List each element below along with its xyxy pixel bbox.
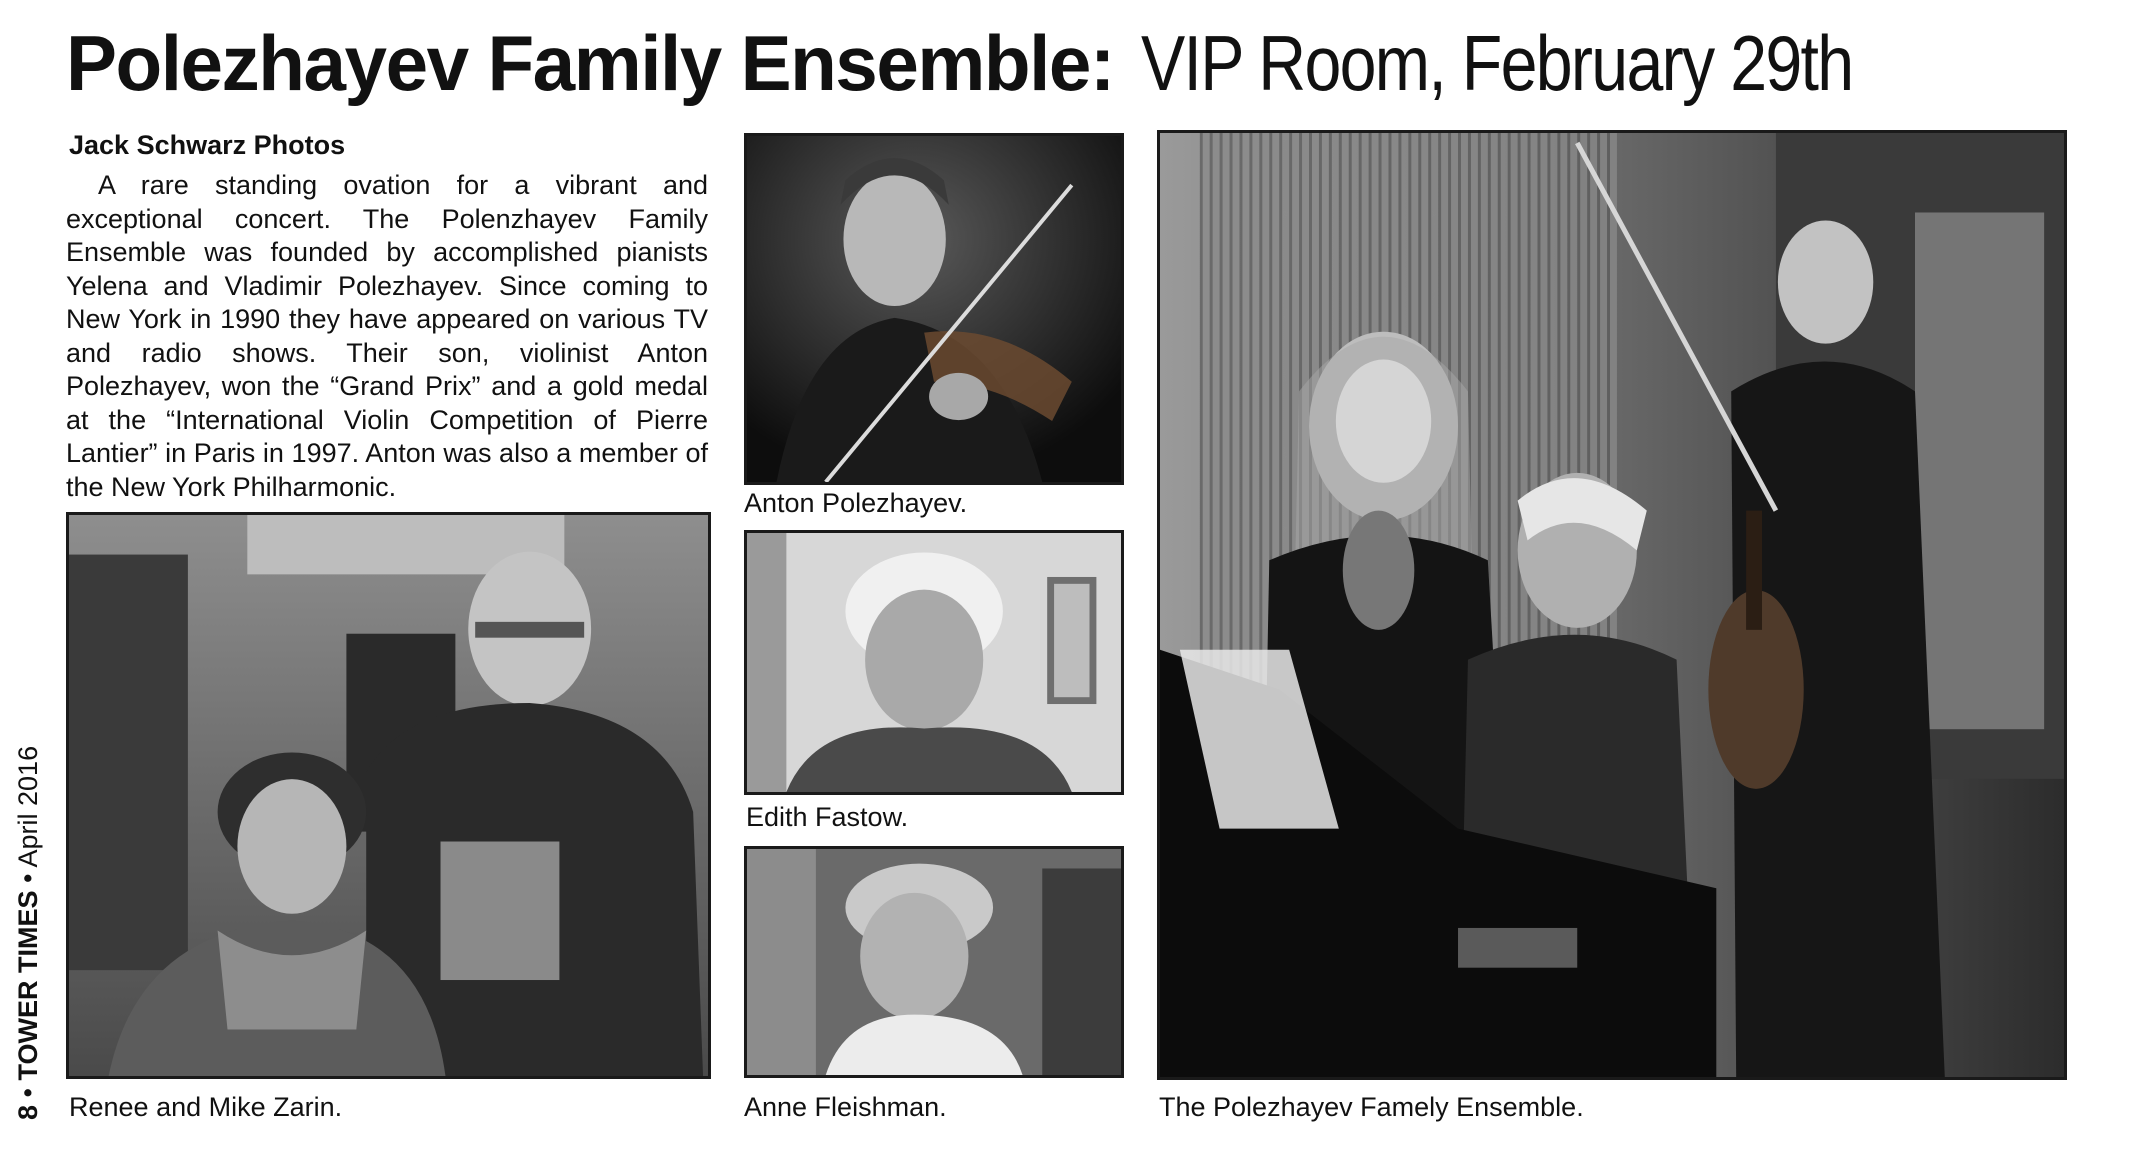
- page-folio: [8, 700, 48, 1120]
- photo-anne-fleishman: [744, 846, 1124, 1078]
- caption-anne: Anne Fleishman.: [744, 1092, 947, 1122]
- photo-anton-polezhayev: [744, 133, 1124, 485]
- caption-ensemble: The Polezhayev Famely Ensemble.: [1159, 1092, 1584, 1122]
- photo-polezhayev-ensemble: [1157, 130, 2067, 1080]
- photo-anton-image: [747, 136, 1121, 482]
- headline-light: VIP Room, February 29th: [1141, 19, 1853, 107]
- folio-bullet: •: [13, 1088, 43, 1098]
- photo-edith-fastow: [744, 530, 1124, 795]
- photo-credit: Jack Schwarz Photos: [69, 130, 346, 160]
- photo-ensemble-image: [1160, 133, 2064, 1077]
- issue-date: April 2016: [13, 745, 43, 868]
- headline-bold: Polezhayev Family Ensemble:: [66, 19, 1114, 107]
- caption-anton: Anton Polezhayev.: [744, 488, 968, 518]
- caption-zarins: Renee and Mike Zarin.: [69, 1092, 343, 1122]
- headline: [66, 18, 2066, 108]
- publication-name: TOWER TIMES: [13, 890, 43, 1081]
- photo-zarins-image: [69, 515, 708, 1076]
- folio-bullet: •: [13, 873, 43, 883]
- caption-edith: Edith Fastow.: [746, 802, 909, 832]
- article-body: A rare standing ovation for a vibrant and exceptional concert. The Polenzhayev Family Ensemble was founded by accomplished pianists Yelena and Vladimir Polezhayev. Since coming to New York in 1990 they have appeared on various TV and radio shows. Their son, violinist Anton Polezhayev, won the “Grand Prix” and a gold medal at the “International Violin Competition of Pierre Lantier” in Paris in 1997. Anton was also a member of the New York Philharmonic.: [66, 170, 708, 502]
- photo-anne-image: [747, 849, 1121, 1075]
- photo-renee-mike-zarin: [66, 512, 711, 1079]
- page-number: 8: [13, 1104, 43, 1120]
- photo-edith-image: [747, 533, 1121, 792]
